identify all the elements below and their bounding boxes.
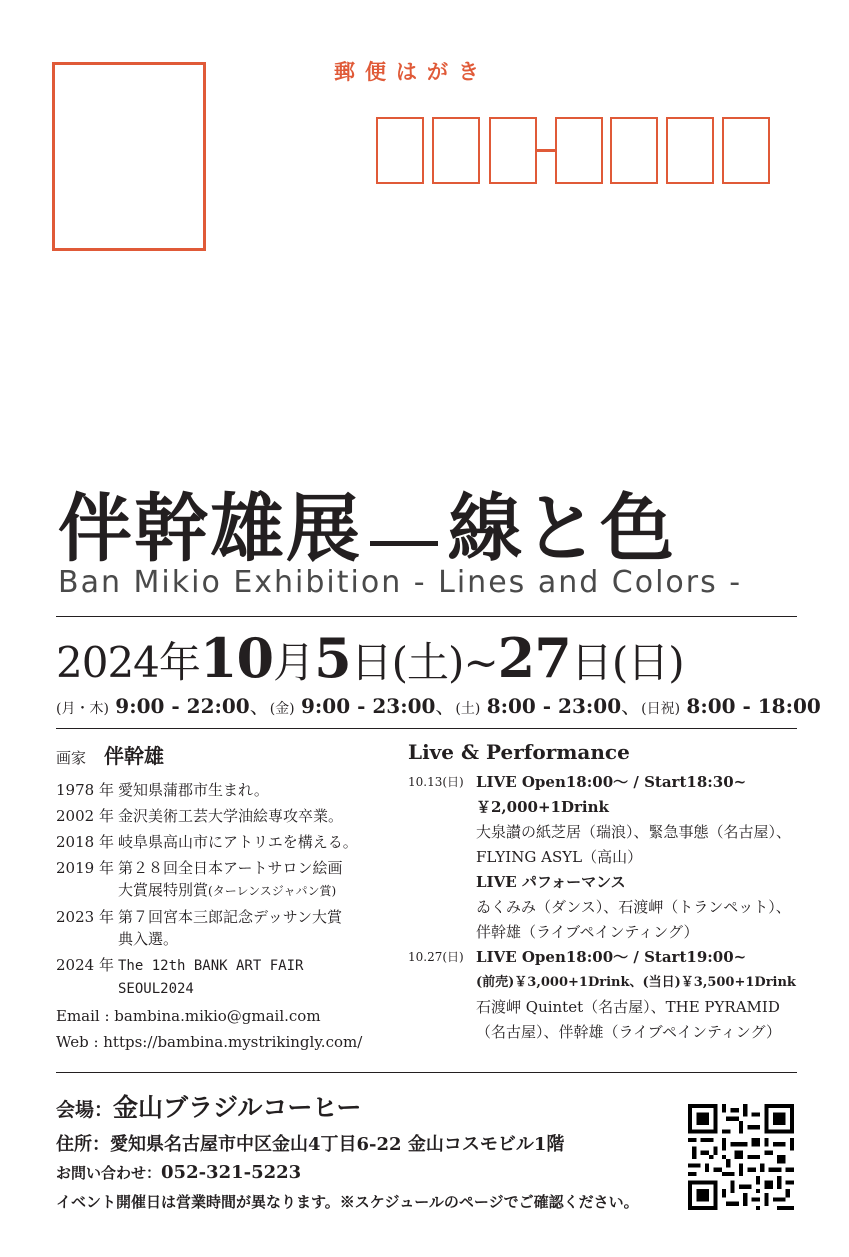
bio-item <box>56 954 416 1000</box>
title-theme: 線と色 <box>448 486 676 572</box>
bio-item <box>56 779 416 801</box>
event-line: 伴幹雄（ライブペインティング） <box>476 923 699 941</box>
date-month-unit: 月 <box>273 638 315 687</box>
hours-time: 8:00 - 18:00 <box>686 694 821 718</box>
zip-box <box>610 117 658 184</box>
title-rule <box>370 541 438 546</box>
event-line: LIVE Open18:00～ / Start18:30~ <box>476 773 747 791</box>
event-line: LIVE Open18:00～ / Start19:00~ <box>476 948 747 966</box>
date-start-weekday: (土) <box>391 638 464 687</box>
divider <box>56 616 797 617</box>
event-line: ゐくみみ（ダンス）、石渡岬（トランペット）、 <box>476 898 791 916</box>
performance-section <box>408 740 808 1045</box>
event-line: （名古屋）、伴幹雄（ライブペインティング） <box>476 1023 781 1041</box>
zip-box <box>489 117 537 184</box>
venue-address: 愛知県名古屋市中区金山4丁目6-22 金山コスモビル1階 <box>110 1134 565 1155</box>
zip-dash <box>537 149 555 152</box>
bio-text: 愛知県蒲郡市生まれ。 <box>118 781 269 799</box>
hours-time: 9:00 - 23:00 <box>301 694 436 718</box>
bio-year: 1978 年 <box>56 781 114 799</box>
hours-days: (日祝) <box>641 701 681 717</box>
event-line: (前売)￥3,000+1Drink、(当日)￥3,500+1Drink <box>476 975 796 990</box>
title-artist: 伴幹雄展 <box>58 486 362 572</box>
date-start-month: 10 <box>199 626 274 690</box>
event-line: 石渡岬 Quintet（名古屋）、THE PYRAMID <box>476 998 780 1016</box>
zip-box <box>432 117 480 184</box>
venue-note: イベント開催日は営業時間が異なります。※スケジュールのページでご確認ください。 <box>56 1193 639 1211</box>
bio-item <box>56 831 416 853</box>
address-label: 住所： <box>56 1134 110 1155</box>
event-date: 10.27(日) <box>408 950 464 964</box>
event-line: 大泉讃の紙芝居（瑞浪）、緊急事態（名古屋）、 <box>476 823 792 841</box>
bio-text: The 12th BANK ART FAIR <box>118 958 304 974</box>
venue-section <box>56 1088 676 1212</box>
artist-bio <box>56 779 416 1000</box>
date-end-day-unit: 日 <box>570 638 612 687</box>
artist-section <box>56 740 416 1054</box>
bio-text: 大賞展特別賞 <box>118 881 209 899</box>
bio-item <box>56 857 416 902</box>
bio-item <box>56 906 416 950</box>
bio-text: 典入選。 <box>118 930 179 948</box>
bio-item <box>56 805 416 827</box>
bio-note: (ターレンスジャパン賞) <box>208 884 337 898</box>
date-separator: ~ <box>463 638 498 687</box>
hours-time: 8:00 - 23:00 <box>486 694 622 718</box>
artist-name: 伴幹雄 <box>104 744 165 768</box>
date-start-day: 5 <box>314 626 351 690</box>
bio-year: 2024 年 <box>56 956 114 974</box>
bio-text: 第７回宮本三郎記念デッサン大賞 <box>118 908 342 926</box>
venue-address-row <box>56 1130 676 1156</box>
event-line: LIVE パフォーマンス <box>476 873 626 891</box>
event-line: FLYING ASYL（高山） <box>476 848 643 866</box>
phone-label: お問い合わせ： <box>56 1164 162 1182</box>
qr-code-icon[interactable] <box>688 1104 794 1210</box>
performance-title: Live & Performance <box>408 740 630 764</box>
bio-year: 2019 年 <box>56 859 114 877</box>
exhibition-dates <box>56 626 684 690</box>
hours-days: (月・木) <box>56 701 109 717</box>
artist-label: 画家 <box>56 749 87 767</box>
divider <box>56 728 797 729</box>
event <box>408 945 808 1045</box>
stamp-box <box>52 62 206 251</box>
venue-name-row <box>56 1088 676 1124</box>
hours-days: (土) <box>455 701 481 717</box>
zip-box <box>666 117 714 184</box>
venue-label: 会場： <box>56 1099 114 1121</box>
venue-phone-row <box>56 1162 676 1183</box>
zip-box <box>722 117 770 184</box>
bio-year: 2002 年 <box>56 807 114 825</box>
bio-text: 岐阜県高山市にアトリエを構える。 <box>118 833 358 851</box>
date-day-unit: 日 <box>350 638 392 687</box>
bio-text: 金沢美術工芸大学油絵専攻卒業。 <box>118 807 344 825</box>
artist-heading <box>56 740 416 769</box>
exhibition-subtitle: Ban Mikio Exhibition - Lines and Colors - <box>58 565 743 600</box>
date-end-day: 27 <box>497 626 571 690</box>
event-line: ￥2,000+1Drink <box>476 798 609 816</box>
postcard-label: 郵便はがき <box>334 60 489 84</box>
bio-text: 第２８回全日本アートサロン絵画 <box>118 859 343 877</box>
hours-days: (金) <box>269 701 295 717</box>
artist-email[interactable]: Email : bambina.mikio@gmail.com <box>56 1007 321 1025</box>
bio-year: 2018 年 <box>56 833 114 851</box>
zip-box <box>555 117 603 184</box>
venue-phone[interactable]: 052-321-5223 <box>161 1162 302 1183</box>
bio-text: SEOUL2024 <box>118 981 194 997</box>
date-year: 2024年 <box>56 638 200 687</box>
bio-year: 2023 年 <box>56 908 114 926</box>
event <box>408 770 808 945</box>
postal-code-boxes <box>376 117 776 185</box>
zip-box <box>376 117 424 184</box>
artist-website[interactable]: Web : https://bambina.mystrikingly.com/ <box>56 1033 363 1051</box>
venue-name: 金山ブラジルコーヒー <box>113 1093 362 1122</box>
event-date: 10.13(日) <box>408 775 464 789</box>
exhibition-title <box>58 470 818 576</box>
date-end-weekday: (日) <box>611 638 684 687</box>
opening-hours: (月・木) 9:00 - 22:00、(金) 9:00 - 23:00、(土) 8:00 - 23:00、(日祝) 8:00 - 18:00 <box>56 694 821 718</box>
hours-time: 9:00 - 22:00 <box>115 694 250 718</box>
divider <box>56 1072 797 1073</box>
